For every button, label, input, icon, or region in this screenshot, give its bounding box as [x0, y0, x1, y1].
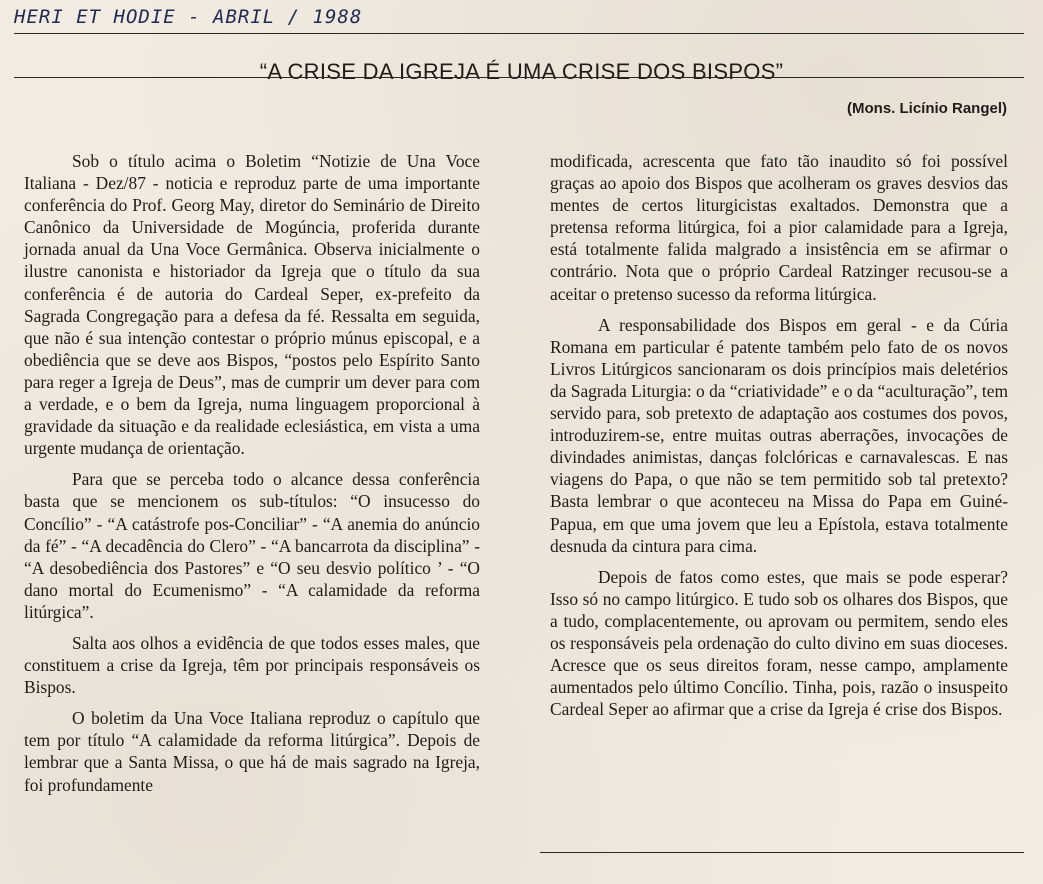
author-byline: (Mons. Licínio Rangel)	[847, 100, 1007, 117]
article-headline: “A CRISE DA IGREJA É UMA CRISE DOS BISPOS”	[259, 58, 784, 84]
handwritten-source-note: HERI ET HODIE - ABRIL / 1988	[14, 6, 363, 28]
paragraph: Depois de fatos como estes, que mais se pode esperar? Isso só no campo litúrgico. E tudo sob os olhares dos Bispos, que a tudo, complacentemente, ou aprovam ou permitem, sendo eles os responsáveis pela ordenação do culto divino em suas dioceses. Acresce que os seus direitos foram, nesse campo, amplamente aumentados pelo último Concílio. Tinha, pois, razão o insuspeito Cardeal Seper ao afirmar que a crise da Igreja é crise dos Bispos.	[550, 566, 1008, 720]
paragraph: Para que se perceba todo o alcance dessa conferência basta que se mencionem os sub-títulos: “O insucesso do Concílio” - “A catástrofe pos-Conciliar” - “A anemia do anúncio da fé” - “A decadência do Clero” - “A bancarrota da disciplina” - “A desobediência dos Pastores” e “O seu desvio político ’ - “O dano mortal do Ecumenismo” - “A calamidade da reforma litúrgica”.	[24, 469, 480, 622]
paragraph: A responsabilidade dos Bispos em geral - e da Cúria Romana em particular é patente também pelo fato de os novos Livros Litúrgicos sancionaram os dois princípios mais deletérios da Sagrada Liturgia: o da “criatividade” e o da “aculturação”, tem servido para, sob pretexto de adaptação aos costumes dos povos, introduzirem-se, entre muitas outras aberrações, invocações de divindades animistas, danças folclóricas e carnavalescas. E nas viagens do Papa, o que não se tem permitido sob tal pretexto? Basta lembrar o que aconteceu na Missa do Papa em Guiné-Papua, em que uma jovem que leu a Epístola, estava totalmente desnuda da cintura para cima.	[550, 314, 1008, 556]
paragraph: Salta aos olhos a evidência de que todos esses males, que constituem a crise da Igreja, têm por principais responsáveis os Bispos.	[24, 632, 480, 698]
paragraph: Sob o título acima o Boletim “Notizie de Una Voce Italiana - Dez/87 - noticia e reproduz parte de uma importante conferência do Prof. Georg May, diretor do Seminário de Direito Canônico da Universidade de Mogúncia, proferida durante jornada anual da Una Voce Germânica. Observa inicialmente o ilustre canonista e historiador da Igreja que o título da sua conferência é de autoria do Cardeal Seper, ex-prefeito da Sagrada Congregação para a defesa da fé. Ressalta em seguida, que não é sua intenção contestar o próprio múnus episcopal, e a obediência que se deve aos Bispos, “postos pelo Espírito Santo para reger a Igreja de Deus”, mas de cumprir um dever para com a verdade, e o bem da Igreja, numa linguagem proporcional à gravidade da situação e da realidade eclesiástica, em vista a uma urgente mudança de orientação.	[24, 151, 480, 459]
bottom-rule	[540, 852, 1024, 853]
article-column-right	[550, 150, 1008, 720]
paragraph: O boletim da Una Voce Italiana reproduz o capítulo que tem por título “A calamidade da reforma litúrgica”. Depois de lembrar que a Santa Missa, o que há de mais sagrado na Igreja, foi profundamente	[24, 708, 480, 795]
headline-rule	[14, 77, 1024, 78]
paragraph: modificada, acrescenta que fato tão inaudito só foi possível graças ao apoio dos Bispos que acolheram os graves desvios das mentes de certos liturgicistas exaltados. Demonstra que a pretensa reforma litúrgica, foi a pior calamidade para a Igreja, está totalmente falida malgrado a insistência em se afirmar o contrário. Nota que o próprio Cardeal Ratzinger recusou-se a aceitar o pretenso sucesso da reforma litúrgica.	[550, 151, 1008, 304]
top-rule	[14, 33, 1024, 34]
article-column-left	[24, 150, 480, 796]
